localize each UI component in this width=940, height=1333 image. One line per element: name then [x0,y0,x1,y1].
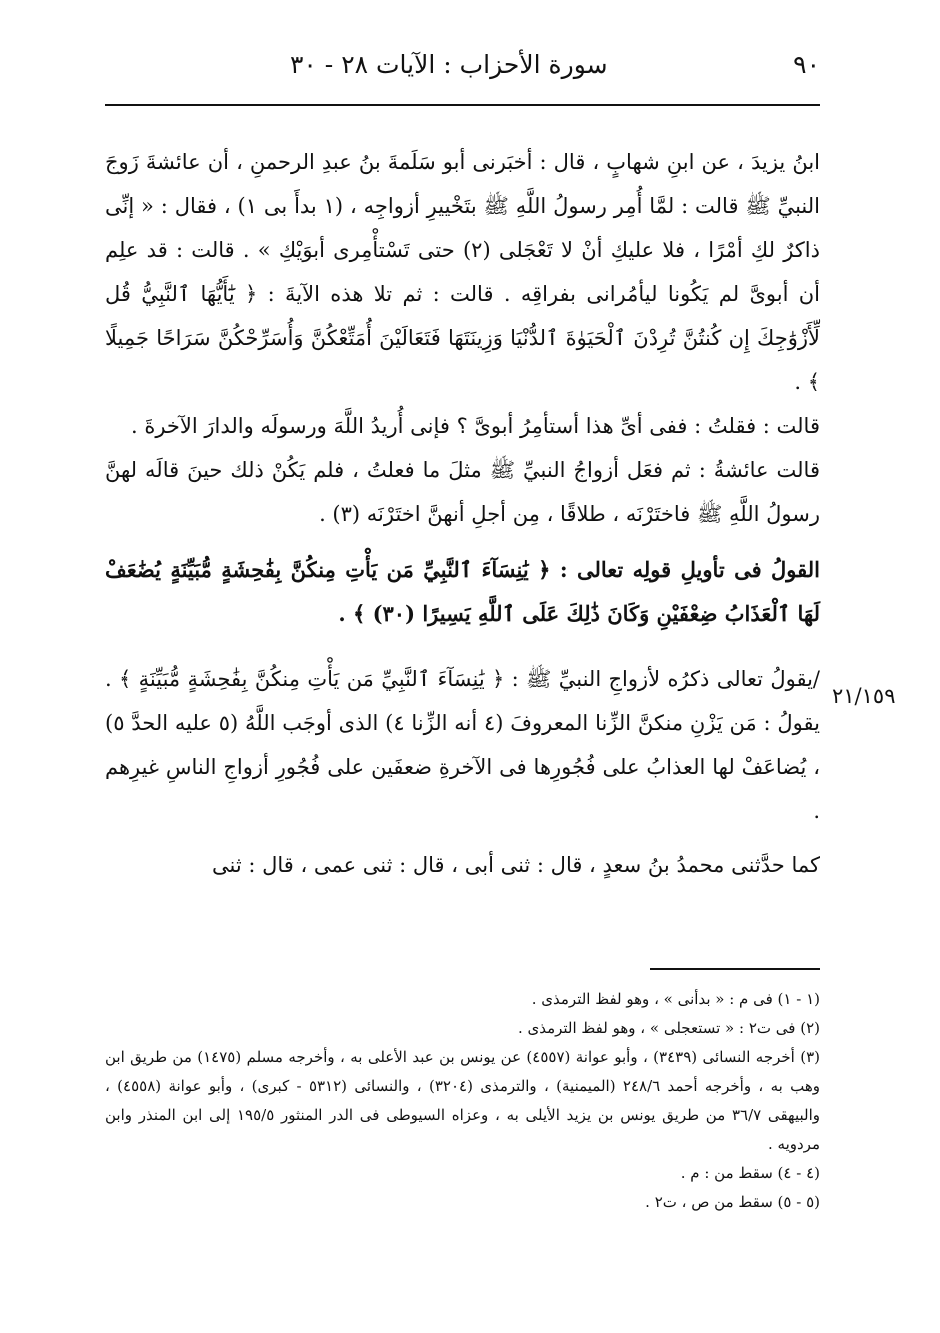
tafsir-paragraph: /يقولُ تعالى ذكرُه لأزواجِ النبيِّ ﷺ : ﴿ يَٰنِسَآءَ ٱلنَّبِيِّ مَن يَأْتِ مِنكُنَّ بِفَٰحِشَةٍ مُّبَيِّنَةٍ ﴾ . يقولُ : مَن يَزْنِ منكنَّ الزِّنا المعروفَ (٤ أنه الزِّنا ٤) الذى أوجَب اللَّهُ (٥ عليه الحدَّ ٥) ، يُضاعَفْ لها العذابُ على فُجُورِها فى الآخرةِ ضعفَين على فُجُورِ أزواجِ الناسِ غيرِهم . [105,667,821,823]
footnote: (٥ - ٥) سقط من ص ، ت٢ . [645,1193,820,1211]
footnote-rule [650,968,820,970]
footnote: (١ - ١) فى م : « بدأنى » ، وهو لفظ الترمذى . [531,990,820,1008]
footnotes [105,985,820,1217]
running-title: سورة الأحزاب : الآيات ٢٨ - ٣٠ [290,50,608,79]
footnote: (٣) أخرجه النسائى (٣٤٣٩) ، وأبو عوانة (٤٥٥٧) عن يونس بن عبد الأعلى به ، وأخرجه مسلم (١٤٧٥) من طريق ابن وهب به ، وأخرجه أحمد ٢٤٨/٦ (الميمنية) ، والترمذى (٣٢٠٤) ، والنسائى (٥٣١٢ - كبرى) ، وأبو عوانة (٤٥٥٨) ، والبيهقى ٣٦/٧ من طريق يونس بن يزيد الأيلى به ، وعزاه السيوطى فى الدر المنثور ١٩٥/٥ إلى ابن المنذر وابن مردويه . [105,1048,821,1153]
footnote: (٢) فى ت٢ : « تستعجلى » ، وهو لفظ الترمذى . [517,1019,820,1037]
section-heading [105,548,820,636]
footnote: (٤ - ٤) سقط من : م . [680,1164,820,1182]
margin-reference: ٢١/١٥٩ [832,684,896,708]
page-number: ٩٠ [793,50,820,79]
hadith-paragraph: قالت : فقلتُ : ففى أىِّ هذا أستأمِرُ أبوىَّ ؟ فإنى أُريدُ اللَّهَ ورسولَه والدارَ الآخرةَ . [130,414,820,438]
main-text [105,140,820,887]
page-header [105,50,820,96]
hadith-paragraph: ابنُ يزيدَ ، عن ابنِ شهابٍ ، قال : أخبَرنى أبو سَلَمةَ بنُ عبدِ الرحمنِ ، أن عائشةَ زَوجَ النبيِّ ﷺ قالت : لمَّا أُمِر رسولُ اللَّهِ ﷺ بتَخْييرِ أزواجِه ، (١ بدأَ بى ١) ، فقال : « إنِّى ذاكرٌ لكِ أمْرًا ، فلا عليكِ أنْ لا تَعْجَلى (٢) حتى تَسْتأْمِرى أبوَيْكِ » . قالت : قد علِم أن أبوىَّ لم يَكُونا ليأمُرانى بفراقِه . قالت : ثم تلا هذه الآيةَ : ﴿ يَٰٓأَيُّهَا ٱلنَّبِيُّ قُل لِّأَزْوَٰجِكَ إِن كُنتُنَّ تُرِدْنَ ٱلْحَيَوٰةَ ٱلدُّنْيَا وَزِينَتَهَا فَتَعَالَيْنَ أُمَتِّعْكُنَّ وَأُسَرِّحْكُنَّ سَرَاحًا جَمِيلًا ﴾ . [105,150,820,394]
isnad-paragraph: كما حدَّثنى محمدُ بنُ سعدٍ ، قال : ثنى أبى ، قال : ثنى عمى ، قال : ثنى [212,853,820,877]
section-heading-lead: القولُ فى تأويلِ قولِه تعالى : [559,557,820,582]
header-rule [105,104,820,106]
quran-verse-quote: ﴿ يَٰنِسَآءَ ٱلنَّبِيِّ مَن يَأْتِ مِنكُنَّ بِفَٰحِشَةٍ مُّبَيِّنَةٍ يُضَٰعَفْ لَهَا ٱلْعَذَابُ ضِعْفَيْنِ وَكَانَ ذَٰلِكَ عَلَى ٱللَّهِ يَسِيرًا (٣٠) ﴾ . [105,557,820,626]
hadith-paragraph: قالت عائشةُ : ثم فعَل أزواجُ النبيِّ ﷺ مثلَ ما فعلتُ ، فلم يَكُنْ ذلك حينَ قالَه لهنَّ رسولُ اللَّهِ ﷺ فاختَرْنَه ، طلاقًا ، مِن أجلِ أنهنَّ اختَرْنَه (٣) . [105,458,820,526]
